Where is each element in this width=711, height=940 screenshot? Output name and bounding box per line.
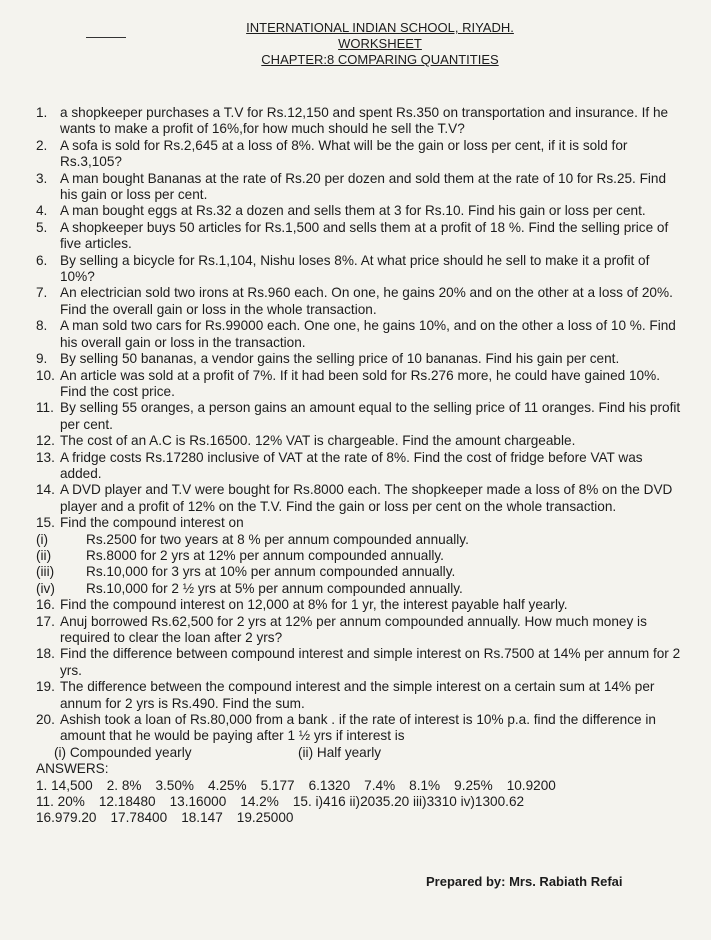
part-text: Rs.10,000 for 3 yrs at 10% per annum compounded annually. [86,564,456,580]
question-number: 14. [36,482,55,498]
question-text: Anuj borrowed Rs.62,500 for 2 yrs at 12% per annum compounded annually. How much money is required to clear the loan after 2 yrs? [60,613,647,645]
answer-item: 15. i)416 ii)2035.20 iii)3310 iv)1300.62 [292,794,525,810]
part-text: Rs.8000 for 2 yrs at 12% per annum compounded annually. [86,547,444,563]
question-number: 2. [36,137,48,153]
question-item [36,138,686,171]
question-text: By selling a bicycle for Rs.1,104, Nishu loses 8%. At what price should he sell to make it a profit of 10%? [60,252,650,285]
question-number: 20. [36,712,55,728]
question-text: A fridge costs Rs.17280 inclusive of VAT at the rate of 8%. Find the cost of fridge before VAT was added. [60,449,643,481]
question-item [36,614,686,647]
question-number: 4. [36,203,48,219]
answer-item: 17.78400 [110,810,168,826]
answer-item: 16.979.20 [36,810,97,826]
question-number: 10. [36,367,55,383]
question-text: Find the difference between compound interest and simple interest on Rs.7500 at 14% per annum for 2 yrs. [60,646,681,678]
question-number: 15. [36,515,55,531]
q20-option-2: (ii) Half yearly [298,744,382,760]
question-text: A sofa is sold for Rs.2,645 at a loss of 8%. What will be the gain or loss per cent, if it is sold for Rs.3,105? [60,137,628,170]
question-number: 9. [36,351,48,367]
question-item [36,597,686,613]
answers-row-3 [36,810,686,826]
question-number: 13. [36,449,55,465]
question-item [36,203,686,219]
question-item [36,318,686,351]
answer-item: 7.4% [364,777,396,793]
answer-item: 18.147 [181,810,223,826]
question-number: 1. [36,105,48,120]
question-number: 17. [36,613,55,629]
question-number: 11. [36,400,54,416]
part-number: (iii) [36,564,55,580]
question-text: By selling 50 bananas, a vendor gains the selling price of 10 bananas. Find his gain per cent. [60,351,620,367]
question-text: An article was sold at a profit of 7%. If it had been sold for Rs.276 more, he could have gained 10%. Find the cost price. [60,367,660,399]
answer-item: 4.25% [208,777,247,793]
question-text: The difference between the compound interest and the simple interest on a certain sum at 14% per annum for 2 yrs is Rs.490. Find the sum. [60,679,655,711]
answer-item: 14.2% [240,794,279,810]
question-number: 18. [36,646,55,662]
question-item [36,515,686,531]
answer-item: 10.9200 [506,777,556,793]
chapter-title: CHAPTER:8 COMPARING QUANTITIES [261,52,499,67]
answer-item: 2. 8% [106,777,142,793]
part-number: (ii) [36,547,52,563]
worksheet-header [150,20,610,68]
decorative-dash [86,37,126,38]
part-text: Rs.10,000 for 2 ½ yrs at 5% per annum compounded annually. [86,580,463,596]
question-item [36,368,686,401]
question-item [36,679,686,712]
question-item [36,253,686,286]
q15-part [36,581,686,597]
part-number: (iv) [36,580,55,596]
question-text: By selling 55 oranges, a person gains an amount equal to the selling price of 11 oranges. Find his profit per cent. [60,400,681,432]
worksheet-title: WORKSHEET [338,36,422,51]
question-text: A man sold two cars for Rs.99000 each. One one, he gains 10%, and on the other a loss of 10 %. Find his overall gain or loss in the transaction. [60,318,676,350]
question-text: Ashish took a loan of Rs.80,000 from a bank . if the rate of interest is 10% p.a. find the difference in amount that he would be paying after 1 ½ yrs if interest is [60,712,656,744]
answer-item: 11. 20% [36,794,85,810]
question-text: The cost of an A.C is Rs.16500. 12% VAT is chargeable. Find the amount chargeable. [60,433,576,449]
q15-parts [36,532,686,598]
question-item [36,433,686,449]
part-number: (i) [36,531,49,547]
question-item [36,351,686,367]
question-item [36,482,686,515]
question-text: A man bought Bananas at the rate of Rs.20 per dozen and sold them at the rate of 10 for Rs.25. Find his gain or loss per cent. [60,170,667,203]
question-list [36,105,686,827]
question-item [36,646,686,679]
answers-title: ANSWERS: [36,761,109,777]
question-text: Find the compound interest on 12,000 at 8% for 1 yr, the interest payable half yearly. [60,597,568,613]
answer-item: 5.177 [260,777,295,793]
q15-part [36,532,686,548]
answer-item: 8.1% [409,777,441,793]
question-number: 3. [36,170,48,186]
question-number: 7. [36,285,48,301]
question-item [36,712,686,745]
answer-item: 19.25000 [236,810,294,826]
question-text: A man bought eggs at Rs.32 a dozen and sells them at 3 for Rs.10. Find his gain or loss per cent. [60,203,646,219]
question-text: A DVD player and T.V were bought for Rs.8000 each. The shopkeeper made a loss of 8% on the DVD player and a profit of 12% on the T.V. Find the gain or loss per cent on the whole transaction. [60,482,673,514]
question-number: 12. [36,433,55,449]
question-number: 6. [36,252,48,268]
question-item [36,285,686,318]
question-text: a shopkeeper purchases a T.V for Rs.12,150 and spent Rs.350 on transportation and insurance. If he wants to make a profit of 16%,for how much should he sell the T.V? [60,105,669,137]
answer-item: 1. 14,500 [36,777,93,793]
answer-item: 6.1320 [308,777,351,793]
answer-item: 13.16000 [169,794,227,810]
question-item [36,450,686,483]
q20-option-1: (i) Compounded yearly [54,744,192,760]
part-text: Rs.2500 for two years at 8 % per annum compounded annually. [86,531,469,547]
answer-item: 9.25% [454,777,493,793]
question-item [36,105,686,138]
q15-part [36,564,686,580]
question-item [36,171,686,204]
question-text: A shopkeeper buys 50 articles for Rs.1,500 and sells them at a profit of 18 %. Find the selling price of five articles. [60,219,669,252]
answer-item: 3.50% [155,777,195,793]
question-item [36,220,686,253]
answer-item: 12.18480 [98,794,156,810]
question-item [36,400,686,433]
answers-row-1 [36,778,686,794]
question-number: 8. [36,318,48,334]
question-number: 16. [36,597,55,613]
q20-options [36,745,686,761]
q15-part [36,548,686,564]
prepared-by: Prepared by: Mrs. Rabiath Refai [426,874,623,889]
question-number: 19. [36,679,55,695]
question-text: Find the compound interest on [60,515,244,531]
question-number: 5. [36,219,48,235]
school-name: INTERNATIONAL INDIAN SCHOOL, RIYADH. [246,20,514,35]
question-text: An electrician sold two irons at Rs.960 each. On one, he gains 20% and on the other at a loss of 20%. Find the overall gain or loss in the whole transaction. [60,285,673,317]
answers-row-2 [36,794,686,810]
